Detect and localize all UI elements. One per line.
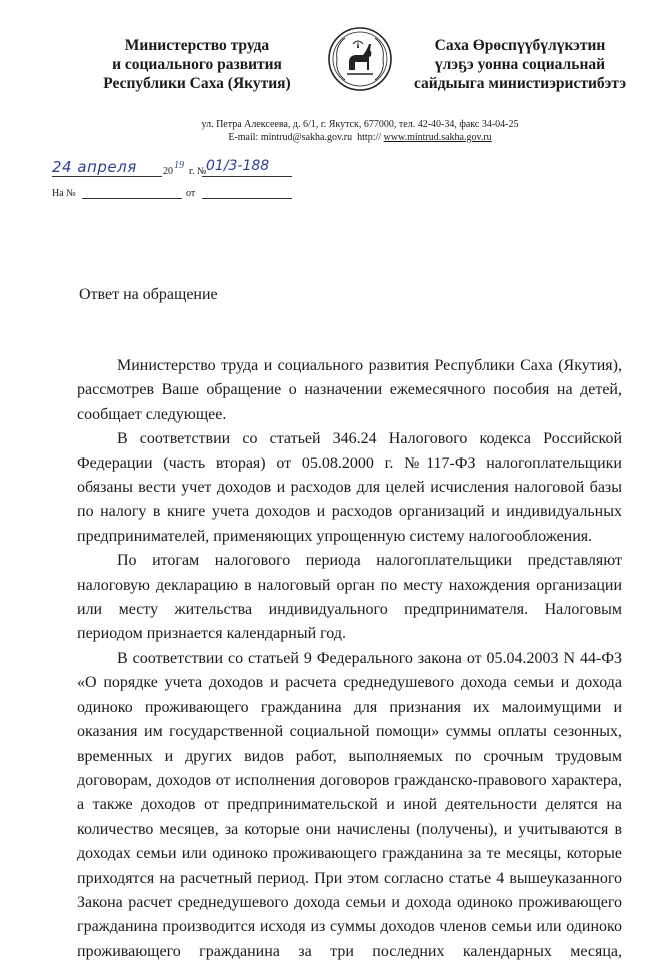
- contacts-block: [150, 118, 570, 144]
- outgoing-registration-line: [52, 158, 302, 180]
- date-underline: [52, 176, 162, 177]
- ot-underline: [202, 198, 292, 199]
- letter-body: [77, 354, 622, 964]
- year-printed: 20: [163, 166, 173, 177]
- web-link[interactable]: www.mintrud.sakha.gov.ru: [383, 132, 492, 143]
- org-name-sakha: [400, 36, 640, 93]
- handwritten-number: 01/3-188: [206, 158, 270, 174]
- paragraph-1: Министерство труда и социального развития Республики Саха (Якутия), рассмотрев Ваше обращение о назначении ежемесячного пособия на детей, сообщает следующее.: [77, 357, 622, 423]
- ot-label: от: [186, 188, 196, 199]
- paragraph-3: По итогам налогового периода налогоплательщики представляют налоговую декларацию в налоговый орган по месту нахождения организации или месту жительства индивидуального предпринимателя. Налоговым периодом признается календарный год.: [77, 552, 622, 643]
- letter-subject: Ответ на обращение: [79, 286, 218, 303]
- incoming-reference-line: [52, 184, 302, 204]
- org-name-sakha-line-3: сайдыыга министиэристибэтэ: [413, 75, 627, 92]
- email-link[interactable]: mintrud@sakha.gov.ru: [260, 132, 353, 143]
- org-name-ru-line-3: Республики Саха (Якутия): [103, 75, 291, 92]
- paragraph-4: В соответствии со статьей 9 Федерального закона от 05.04.2003 N 44-ФЗ «О порядке учета доходов и расчета среднедушевого дохода семьи и дохода одиноко проживающего гражданина для признания их малоимущими и оказания им государственной социальной помощи» суммы оплаты сезонных, временных и других видов работ, выполняемых по срочным трудовым договорам, доходов от исполнения договоров гражданско-правового характера, а также доходов от предпринимательской и иной деятельности делятся на количество месяцев, за которые они начислены (получены), и учитываются в доходах семьи или одиноко проживающего гражданина за те месяцы, которые приходятся на расчетный период. При этом согласно статье 4 вышеуказанного Закона расчет среднедушевого дохода семьи и дохода одиноко проживающего гражданина производится исходя из суммы доходов членов семьи или одиноко проживающего гражданина за три последних календарных месяца,: [77, 649, 622, 960]
- org-name-ru-line-2: и социального развития: [112, 56, 282, 73]
- address-line: ул. Петра Алексеева, д. 6/1, г. Якутск, 677000, тел. 42-40-34, факс 34-04-25: [201, 119, 519, 130]
- email-label: E-mail:: [228, 132, 261, 143]
- org-name-russian: [92, 36, 302, 93]
- paragraph-2: В соответствии со статьей 346.24 Налогового кодекса Российской Федерации (часть вторая) от 05.08.2000 г. №117-ФЗ налогоплательщики обязаны вести учет доходов и расходов для целей исчисления налоговой базы по налогу в книге учета доходов и расходов организаций и индивидуальных предпринимателей, применяющих упрощенную систему налогообложения.: [77, 430, 622, 545]
- na-underline: [82, 198, 182, 199]
- handwritten-date: 24 апреля: [52, 158, 137, 176]
- number-underline: [202, 176, 292, 177]
- web-label: http://: [357, 132, 384, 143]
- org-name-sakha-line-2: үлэҕэ уонна социальнай: [434, 56, 606, 73]
- org-name-sakha-line-1: Саха Өрөспүүбүлүкэтин: [434, 37, 606, 54]
- number-sign: №: [196, 166, 207, 177]
- sakha-emblem-icon: [327, 26, 393, 92]
- year-suffix: г.: [189, 166, 195, 177]
- year-handwritten: 19: [174, 160, 184, 171]
- email-web-line: [150, 131, 570, 144]
- org-name-ru-line-1: Министерство труда: [124, 37, 270, 54]
- na-label: На №: [52, 188, 76, 199]
